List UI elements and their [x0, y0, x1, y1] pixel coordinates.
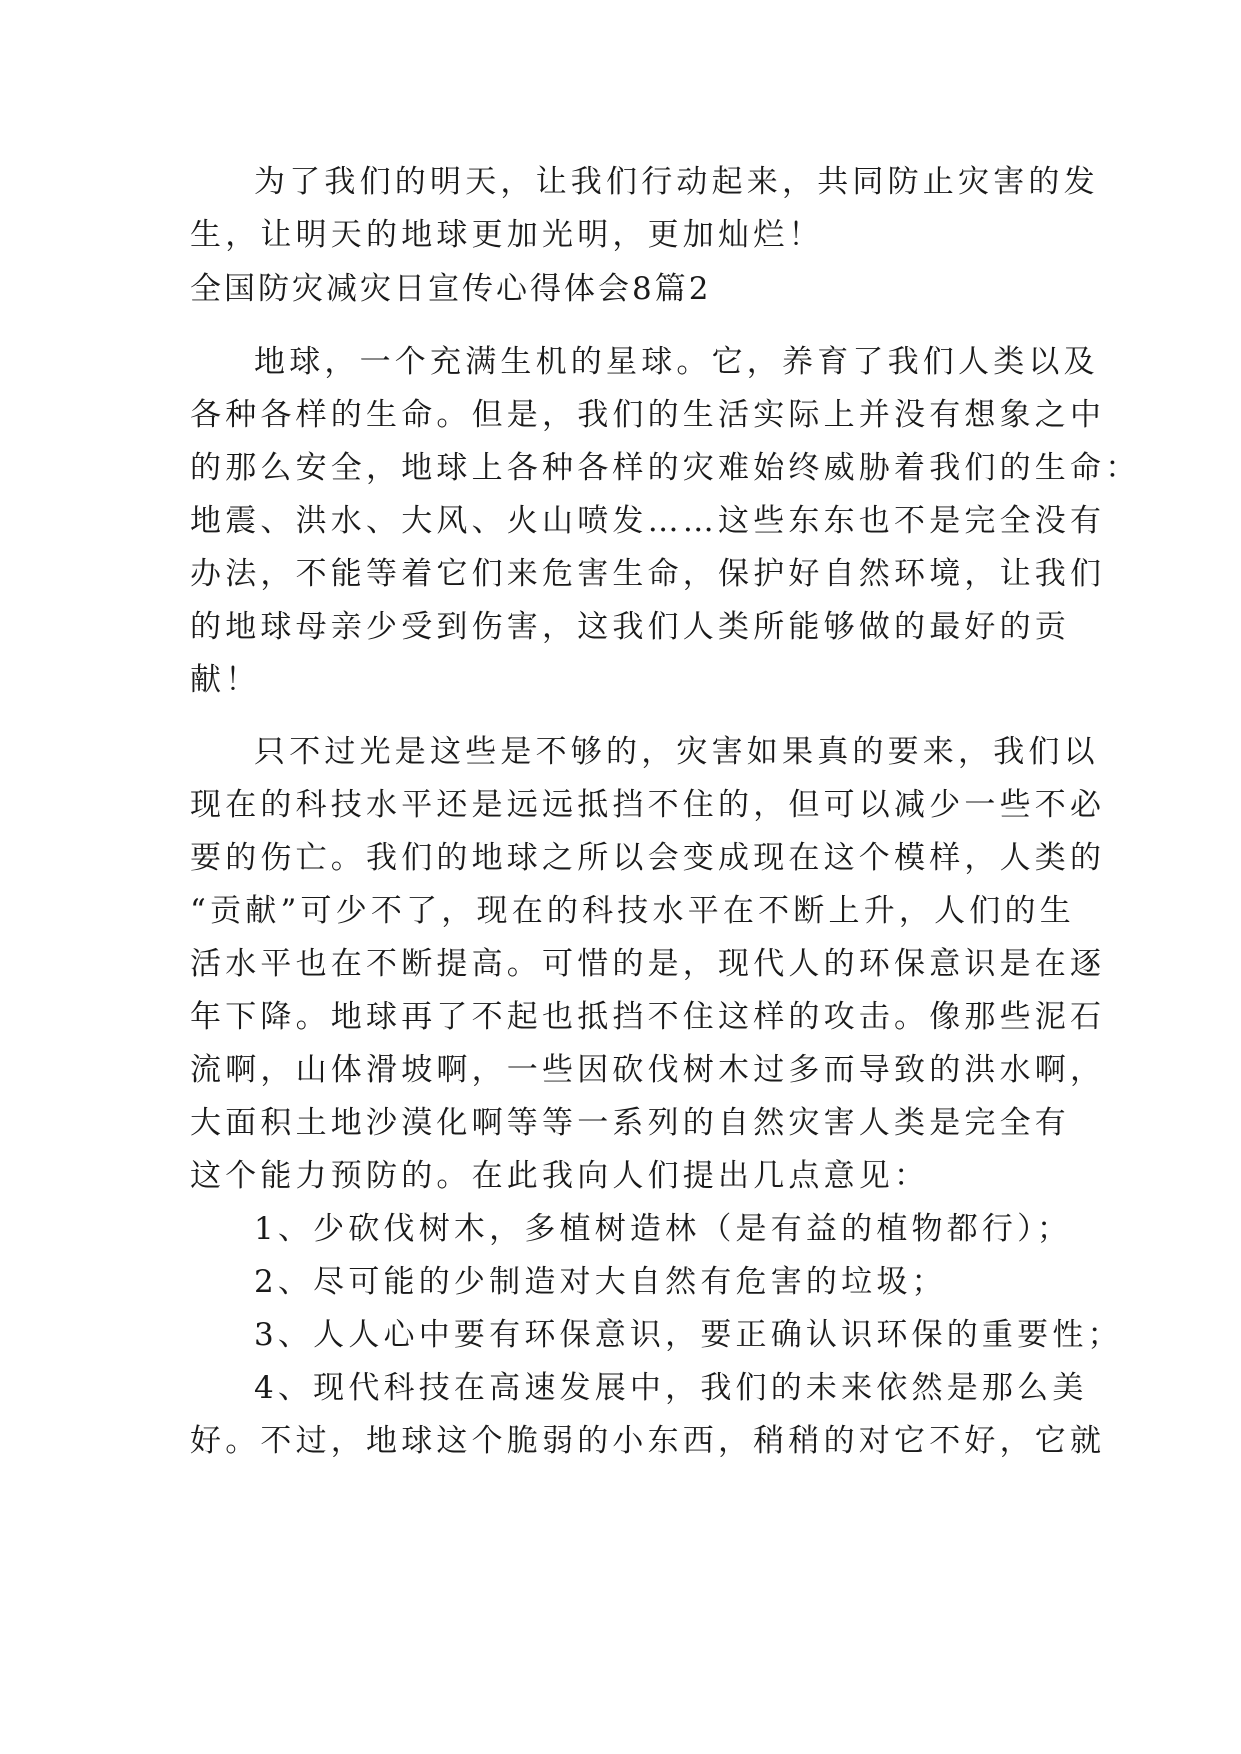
paragraph-line: 献！ [190, 662, 261, 698]
paragraph-line: 现在的科技水平还是远远抵挡不住的，但可以减少一些不必 [190, 787, 1106, 823]
list-item: 3、人人心中要有环保意识，要正确认识环保的重要性； [254, 1317, 1123, 1353]
list-item: 1、少砍伐树木，多植树造林（是有益的植物都行）； [254, 1211, 1073, 1247]
paragraph-line: 只不过光是这些是不够的，灾害如果真的要来，我们以 [254, 734, 1099, 770]
section-heading: 全国防灾减灾日宣传心得体会8篇2 [190, 271, 712, 307]
paragraph-line: 活水平也在不断提高。可惜的是，现代人的环保意识是在逐 [190, 946, 1106, 982]
paragraph-line: 各种各样的生命。但是，我们的生活实际上并没有想象之中 [190, 397, 1106, 433]
paragraph-line: 生，让明天的地球更加光明，更加灿烂！ [190, 217, 824, 253]
list-item: 4、现代科技在高速发展中，我们的未来依然是那么美 [254, 1370, 1088, 1406]
list-item: 2、尽可能的少制造对大自然有危害的垃圾； [254, 1264, 947, 1300]
paragraph-line: 地球，一个充满生机的星球。它，养育了我们人类以及 [254, 344, 1099, 380]
paragraph-line: 为了我们的明天，让我们行动起来，共同防止灾害的发 [254, 164, 1099, 200]
paragraph-line: 流啊，山体滑坡啊，一些因砍伐树木过多而导致的洪水啊， [190, 1052, 1106, 1088]
paragraph-line: 这个能力预防的。在此我向人们提出几点意见： [190, 1158, 930, 1194]
paragraph-line: 的那么安全，地球上各种各样的灾难始终威胁着我们的生命： [190, 450, 1141, 486]
paragraph-line: 年下降。地球再了不起也抵挡不住这样的攻击。像那些泥石 [190, 999, 1106, 1035]
paragraph-line: 办法，不能等着它们来危害生命，保护好自然环境，让我们 [190, 556, 1106, 592]
paragraph-line: “贡献”可少不了，现在的科技水平在不断上升，人们的生 [190, 893, 1075, 929]
paragraph-line: 大面积土地沙漠化啊等等一系列的自然灾害人类是完全有 [190, 1105, 1070, 1141]
paragraph-line: 要的伤亡。我们的地球之所以会变成现在这个模样，人类的 [190, 840, 1106, 876]
paragraph-line: 的地球母亲少受到伤害，这我们人类所能够做的最好的贡 [190, 609, 1070, 645]
paragraph-line: 好。不过，地球这个脆弱的小东西，稍稍的对它不好，它就 [190, 1423, 1106, 1459]
paragraph-line: 地震、洪水、大风、火山喷发……这些东东也不是完全没有 [190, 503, 1106, 539]
